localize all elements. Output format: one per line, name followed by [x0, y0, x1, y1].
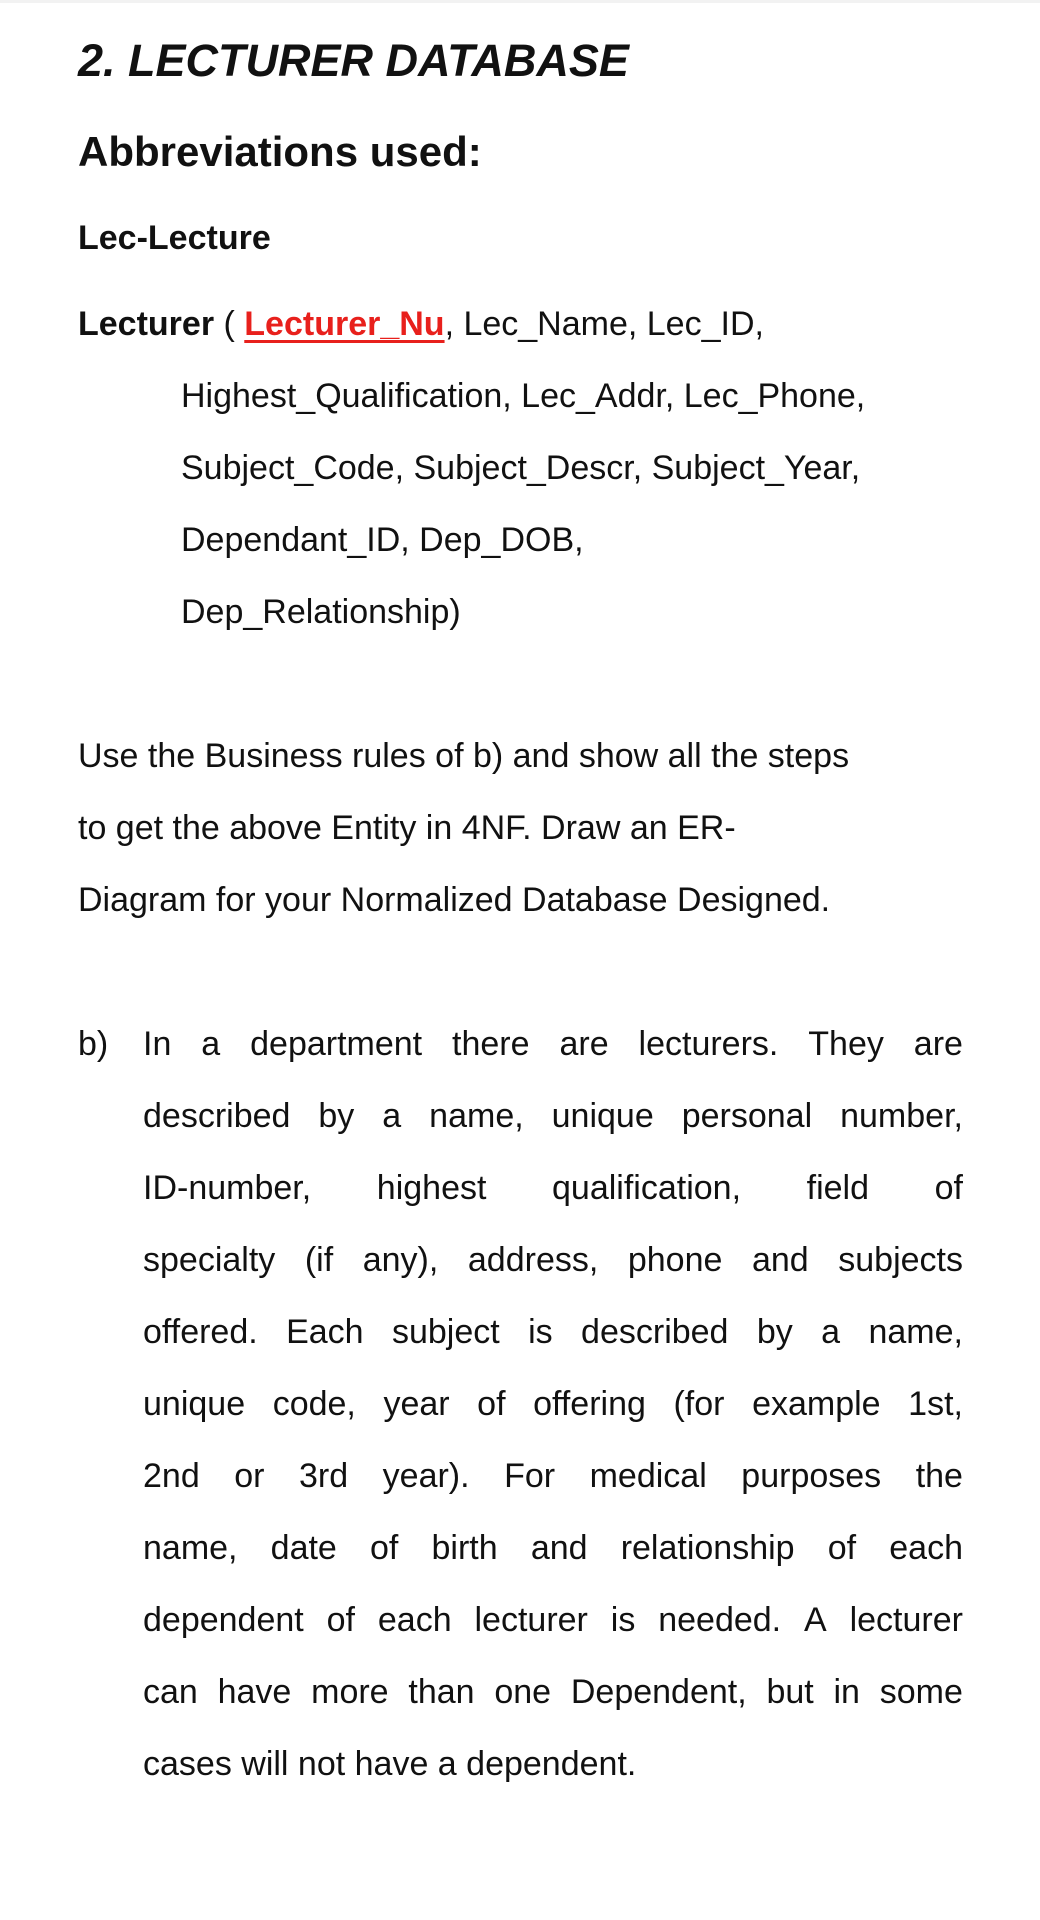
abbreviations-heading: Abbreviations used: — [78, 128, 482, 175]
business-rules-word: than — [408, 1673, 475, 1711]
business-rules-word: there — [452, 1025, 530, 1063]
business-rules-word: They — [808, 1025, 884, 1063]
business-rules-word: relationship — [620, 1529, 795, 1567]
business-rules-word: lecturer — [849, 1601, 963, 1639]
relation-first-line-attributes: , Lec_Name, Lec_ID, — [444, 305, 764, 343]
business-rules-word: of — [827, 1529, 857, 1567]
business-rules-section — [78, 1008, 978, 1800]
business-rules-word: name, — [868, 1313, 963, 1351]
business-rules-word: name, — [143, 1529, 238, 1567]
instructions-line: to get the above Entity in 4NF. Draw an ER- — [78, 809, 736, 847]
business-rules-word: dependent — [143, 1601, 304, 1639]
business-rules-word: 2nd — [143, 1457, 200, 1495]
business-rules-line — [143, 1440, 963, 1512]
relation-attributes-line: Subject_Code, Subject_Descr, Subject_Year, — [181, 449, 861, 487]
business-rules-word: date — [270, 1529, 337, 1567]
business-rules-line — [143, 1080, 963, 1152]
business-rules-word: but — [766, 1673, 814, 1711]
business-rules-word: field — [806, 1169, 869, 1207]
business-rules-word: offered. — [143, 1313, 258, 1351]
list-marker: b) — [78, 1025, 109, 1063]
business-rules-word: purposes — [741, 1457, 882, 1495]
business-rules-word: in — [833, 1673, 860, 1711]
business-rules-word: example — [752, 1385, 881, 1423]
top-border — [0, 0, 1040, 3]
business-rules-word: A — [804, 1601, 827, 1639]
business-rules-word: address, — [467, 1241, 599, 1279]
business-rules-word: name, — [429, 1097, 524, 1135]
business-rules-word: is — [528, 1313, 553, 1351]
business-rules-word: a — [382, 1097, 402, 1135]
business-rules-word: some — [879, 1673, 963, 1711]
business-rules-word: are — [913, 1025, 963, 1063]
business-rules-word: of — [326, 1601, 355, 1639]
business-rules-word: (if — [304, 1241, 334, 1279]
instructions-paragraph — [78, 720, 978, 936]
business-rules-word: unique — [551, 1097, 654, 1135]
business-rules-word: year — [383, 1385, 450, 1423]
business-rules-line — [143, 1512, 963, 1584]
business-rules-word: each — [889, 1529, 963, 1567]
business-rules-word: offering — [533, 1385, 646, 1423]
relation-first-line — [78, 288, 978, 360]
business-rules-word: birth — [431, 1529, 498, 1567]
business-rules-word: medical — [589, 1457, 707, 1495]
business-rules-word: lecturers. — [638, 1025, 779, 1063]
business-rules-word: of — [934, 1169, 963, 1207]
business-rules-word: or — [234, 1457, 265, 1495]
business-rules-word: each — [377, 1601, 452, 1639]
business-rules-word: a — [821, 1313, 841, 1351]
business-rules-word: 3rd — [299, 1457, 349, 1495]
business-rules-line — [143, 1584, 963, 1656]
business-rules-line — [143, 1224, 963, 1296]
business-rules-word: code, — [272, 1385, 356, 1423]
primary-key-attribute: Lecturer_Nu — [244, 305, 445, 343]
business-rules-word: phone — [627, 1241, 723, 1279]
business-rules-word: specialty — [143, 1241, 276, 1279]
business-rules-word: and — [751, 1241, 809, 1279]
business-rules-last-line: cases will not have a dependent. — [143, 1745, 637, 1783]
business-rules-line — [143, 1296, 963, 1368]
business-rules-word: department — [250, 1025, 423, 1063]
business-rules-word: ID-number, — [143, 1169, 312, 1207]
business-rules-word: highest — [376, 1169, 487, 1207]
business-rules-word: number, — [840, 1097, 963, 1135]
business-rules-word: lecturer — [474, 1601, 588, 1639]
business-rules-word: Dependent, — [570, 1673, 747, 1711]
document-title: 2. LECTURER DATABASE — [78, 35, 629, 86]
business-rules-line — [143, 1368, 963, 1440]
abbreviation-entry: Lec-Lecture — [78, 219, 271, 257]
business-rules-word: the — [915, 1457, 963, 1495]
business-rules-word: a — [201, 1025, 221, 1063]
business-rules-word: by — [318, 1097, 355, 1135]
business-rules-word: described — [581, 1313, 729, 1351]
business-rules-word: more — [311, 1673, 389, 1711]
relation-attributes-line: Dependant_ID, Dep_DOB, — [181, 521, 584, 559]
document-page — [78, 34, 978, 1800]
business-rules-text — [143, 1008, 963, 1800]
business-rules-word: are — [559, 1025, 609, 1063]
business-rules-word: any), — [362, 1241, 439, 1279]
business-rules-word: subjects — [838, 1241, 963, 1279]
business-rules-word: of — [370, 1529, 399, 1567]
business-rules-word: by — [756, 1313, 793, 1351]
relation-attributes-line: Dep_Relationship) — [181, 593, 461, 631]
business-rules-word: Each — [286, 1313, 364, 1351]
business-rules-word: of — [477, 1385, 506, 1423]
relation-name: Lecturer — [78, 305, 215, 343]
business-rules-word: subject — [391, 1313, 500, 1351]
business-rules-word: 1st, — [908, 1385, 963, 1423]
business-rules-word: is — [610, 1601, 636, 1639]
business-rules-line — [143, 1152, 963, 1224]
relation-schema — [78, 288, 978, 648]
business-rules-word: one — [494, 1673, 552, 1711]
business-rules-word: have — [217, 1673, 292, 1711]
business-rules-word: qualification, — [552, 1169, 742, 1207]
business-rules-word: personal — [681, 1097, 813, 1135]
business-rules-word: (for — [673, 1385, 725, 1423]
business-rules-word: described — [143, 1097, 291, 1135]
business-rules-word: and — [530, 1529, 588, 1567]
instructions-line: Use the Business rules of b) and show all the steps — [78, 737, 850, 775]
business-rules-word: needed. — [658, 1601, 782, 1639]
relation-attributes-line: Highest_Qualification, Lec_Addr, Lec_Phone, — [181, 377, 866, 415]
business-rules-word: In — [143, 1025, 172, 1063]
instructions-line: Diagram for your Normalized Database Designed. — [78, 881, 831, 919]
business-rules-word: unique — [143, 1385, 246, 1423]
business-rules-line — [143, 1656, 963, 1728]
business-rules-word: For — [504, 1457, 556, 1495]
business-rules-line — [143, 1008, 963, 1080]
relation-open-paren: ( — [214, 305, 245, 343]
business-rules-word: year). — [382, 1457, 470, 1495]
business-rules-word: can — [143, 1673, 198, 1711]
